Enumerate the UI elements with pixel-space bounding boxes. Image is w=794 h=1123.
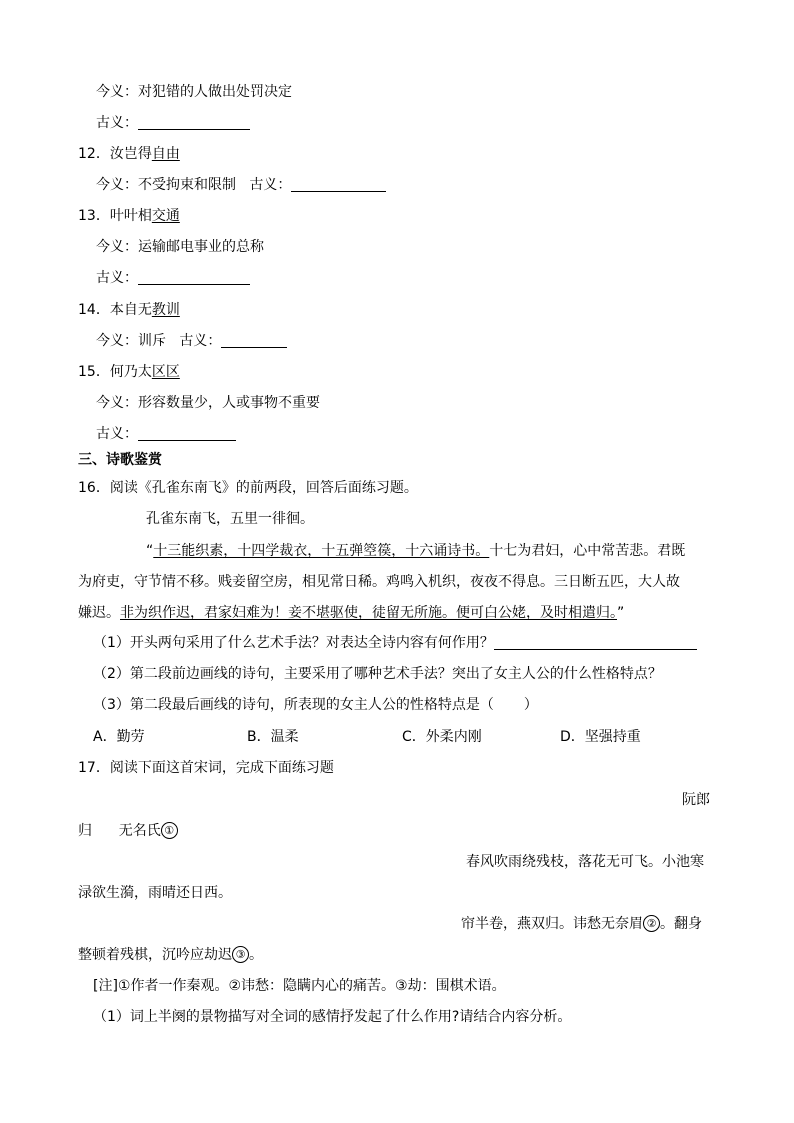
q11-ancient-meaning: 古义： [96, 113, 250, 133]
poem-line: 孔雀东南飞，五里一徘徊。 [146, 511, 314, 527]
q14-key-word: 教训 [151, 302, 180, 318]
poem-title: 阮郎 [682, 792, 710, 808]
q12-stem: 12．汝岂得自由 [78, 146, 180, 162]
q12-key-word: 自由 [151, 146, 180, 162]
answer-blank[interactable] [221, 332, 287, 348]
poem-line: 帘半卷，燕双归。讳愁无奈眉 ② 。翻身 [461, 916, 702, 932]
option-a[interactable]: A．勤劳 [93, 729, 145, 745]
q11-modern-meaning: 今义：对犯错的人做出处罚决定 [96, 84, 292, 100]
answer-blank[interactable] [138, 114, 250, 130]
underlined-verse: 十三能织素，十四学裁衣，十五弹箜篌，十六诵诗书。 [153, 543, 490, 559]
poem-line: 整顿着残棋，沉吟应劫迟 ③ 。 [78, 947, 263, 963]
q15-key-word: 区区 [151, 364, 180, 380]
q12-meanings: 今义：不受拘束和限制 古义： [96, 175, 386, 195]
footnote-marker: ② [643, 915, 660, 932]
footnote-marker: ③ [232, 946, 249, 963]
q13-stem: 13．叶叶相交通 [78, 208, 180, 224]
q17-stem: 17．阅读下面这首宋词，完成下面练习题 [78, 760, 334, 776]
q13-ancient-meaning: 古义： [96, 268, 250, 288]
poem-line: 春风吹雨绕残枝，落花无可飞。小池寒 [466, 854, 704, 870]
answer-blank[interactable] [494, 634, 697, 650]
q15-stem: 15．何乃太区区 [78, 364, 180, 380]
q16-sub2: （2）第二段前边画线的诗句，主要采用了哪种艺术手法？突出了女主人公的什么性格特点？ [93, 666, 662, 682]
option-c[interactable]: C．外柔内刚 [402, 729, 482, 745]
q13-key-word: 交通 [151, 208, 180, 224]
q14-stem: 14．本自无教训 [78, 302, 180, 318]
answer-blank[interactable] [138, 269, 250, 285]
answer-blank[interactable] [291, 176, 386, 192]
underlined-verse: 非为织作迟，君家妇难为！妾不堪驱使，徒留无所施。便可白公姥，及时相遣归。 [120, 605, 617, 621]
poem-notes: [注]①作者一作秦观。②讳愁：隐瞒内心的痛苦。③劫：围棋术语。 [93, 978, 506, 994]
poem-paragraph-line: 为府吏，守节情不移。贱妾留空房，相见常日稀。鸡鸣入机织，夜夜不得息。三日断五匹，大人故 [78, 574, 680, 590]
answer-blank[interactable] [138, 425, 236, 441]
q16-stem: 16．阅读《孔雀东南飞》的前两段，回答后面练习题。 [78, 480, 418, 496]
poem-line: 渌欲生漪，雨晴还日西。 [78, 885, 232, 901]
q17-sub1: （1）词上半阕的景物描写对全词的感情抒发起了什么作用?请结合内容分析。 [93, 1009, 572, 1025]
poem-paragraph-line: “十三能织素，十四学裁衣，十五弹箜篌，十六诵诗书。十七为君妇，心中常苦悲。君既 [146, 543, 686, 559]
q14-meanings: 今义：训斥 古义： [96, 331, 287, 351]
poem-paragraph-line: 嫌迟。非为织作迟，君家妇难为！妾不堪驱使，徒留无所施。便可白公姥，及时相遣归。” [78, 605, 625, 621]
option-b[interactable]: B．温柔 [247, 729, 299, 745]
section-title: 三、诗歌鉴赏 [78, 452, 162, 468]
footnote-marker: ① [161, 822, 178, 839]
q15-ancient-meaning: 古义： [96, 424, 236, 444]
q16-sub3: （3）第二段最后画线的诗句，所表现的女主人公的性格特点是（ ） [93, 697, 538, 713]
option-d[interactable]: D．坚强持重 [560, 729, 641, 745]
q15-modern-meaning: 今义：形容数量少，人或事物不重要 [96, 395, 320, 411]
q13-modern-meaning: 今义：运输邮电事业的总称 [96, 239, 264, 255]
poem-title-author: 归 无名氏 ① [78, 821, 178, 841]
q16-sub1: （1）开头两句采用了什么艺术手法？对表达全诗内容有何作用？ [93, 633, 697, 653]
